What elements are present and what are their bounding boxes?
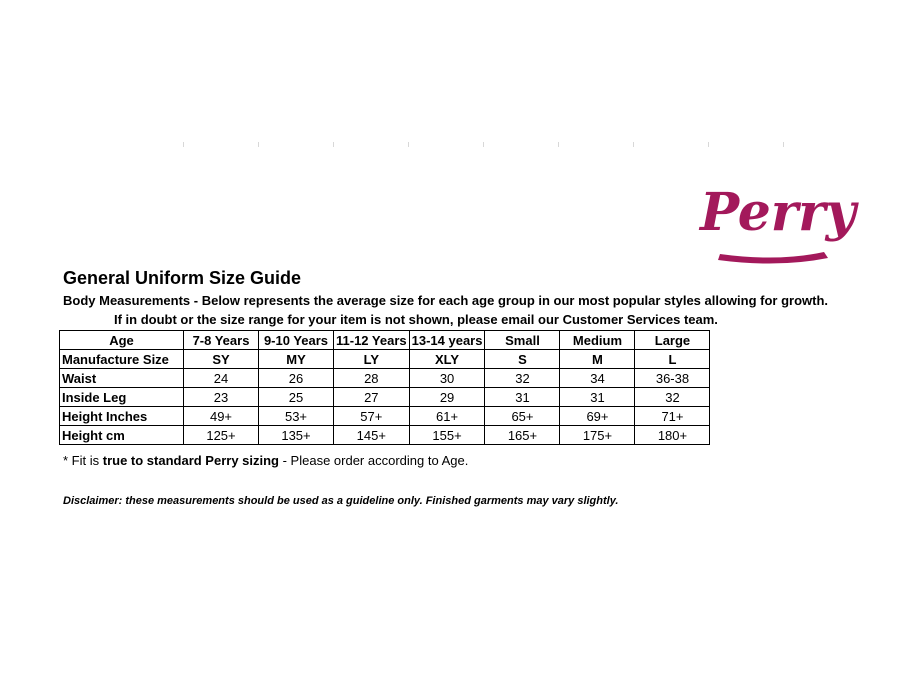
table-cell: 30 xyxy=(409,369,485,388)
perry-logo xyxy=(698,172,856,264)
fit-note xyxy=(63,453,468,468)
table-cell: 180+ xyxy=(635,426,710,445)
table-cell: 49+ xyxy=(184,407,259,426)
fit-note-suffix: - Please order according to Age. xyxy=(279,453,469,468)
table-cell: 28 xyxy=(334,369,410,388)
subtitle-line-1: Body Measurements - Below represents the average size for each age group in our most popular styles allowing for growth. xyxy=(63,293,829,308)
table-cell: 69+ xyxy=(560,407,635,426)
row-label: Manufacture Size xyxy=(60,350,184,369)
table-cell: 155+ xyxy=(409,426,485,445)
table-cell: 61+ xyxy=(409,407,485,426)
table-row xyxy=(60,388,710,407)
table-cell: 23 xyxy=(184,388,259,407)
table-cell: 32 xyxy=(485,369,560,388)
table-cell: S xyxy=(485,350,560,369)
column-header: 11-12 Years xyxy=(334,331,410,350)
table-cell: LY xyxy=(334,350,410,369)
table-row xyxy=(60,426,710,445)
table-cell: L xyxy=(635,350,710,369)
perry-logo-graphic xyxy=(698,172,856,264)
table-cell: 31 xyxy=(485,388,560,407)
table-cell: 53+ xyxy=(259,407,334,426)
disclaimer: Disclaimer: these measurements should be used as a guideline only. Finished garments may vary slightly. xyxy=(63,495,619,507)
column-header: Large xyxy=(635,331,710,350)
column-header: 9-10 Years xyxy=(259,331,334,350)
fit-note-prefix: * Fit is xyxy=(63,453,103,468)
table-cell: XLY xyxy=(409,350,485,369)
column-header: Medium xyxy=(560,331,635,350)
table-cell: 175+ xyxy=(560,426,635,445)
table-cell: 25 xyxy=(259,388,334,407)
table-cell: 71+ xyxy=(635,407,710,426)
row-label: Inside Leg xyxy=(60,388,184,407)
table-cell: 135+ xyxy=(259,426,334,445)
column-header: 13-14 years xyxy=(409,331,485,350)
logo-swoosh xyxy=(718,252,828,264)
table-cell: 145+ xyxy=(334,426,410,445)
table-cell: 26 xyxy=(259,369,334,388)
table-cell: M xyxy=(560,350,635,369)
table-row xyxy=(60,350,710,369)
table-header-row xyxy=(60,331,710,350)
table-cell: 36-38 xyxy=(635,369,710,388)
column-header: Small xyxy=(485,331,560,350)
page-title: General Uniform Size Guide xyxy=(63,268,302,288)
table-cell: SY xyxy=(184,350,259,369)
size-table xyxy=(59,330,710,445)
row-label: Height Inches xyxy=(60,407,184,426)
faint-column-marks xyxy=(0,142,900,148)
table-row xyxy=(60,407,710,426)
table-cell: 165+ xyxy=(485,426,560,445)
row-label: Waist xyxy=(60,369,184,388)
fit-note-emphasis: true to standard Perry sizing xyxy=(102,453,279,468)
row-label: Height cm xyxy=(60,426,184,445)
table-cell: MY xyxy=(259,350,334,369)
row-label: Age xyxy=(60,331,184,350)
table-cell: 32 xyxy=(635,388,710,407)
perry-logo-wordmark: Perry xyxy=(700,182,856,243)
table-cell: 24 xyxy=(184,369,259,388)
column-header: 7-8 Years xyxy=(184,331,259,350)
table-cell: 57+ xyxy=(334,407,410,426)
table-cell: 34 xyxy=(560,369,635,388)
table-cell: 27 xyxy=(334,388,410,407)
table-row xyxy=(60,369,710,388)
subtitle-line-2: If in doubt or the size range for your item is not shown, please email our Customer Services team. xyxy=(114,312,718,327)
table-cell: 125+ xyxy=(184,426,259,445)
table-cell: 29 xyxy=(409,388,485,407)
table-cell: 31 xyxy=(560,388,635,407)
size-table-body xyxy=(60,331,710,445)
table-cell: 65+ xyxy=(485,407,560,426)
